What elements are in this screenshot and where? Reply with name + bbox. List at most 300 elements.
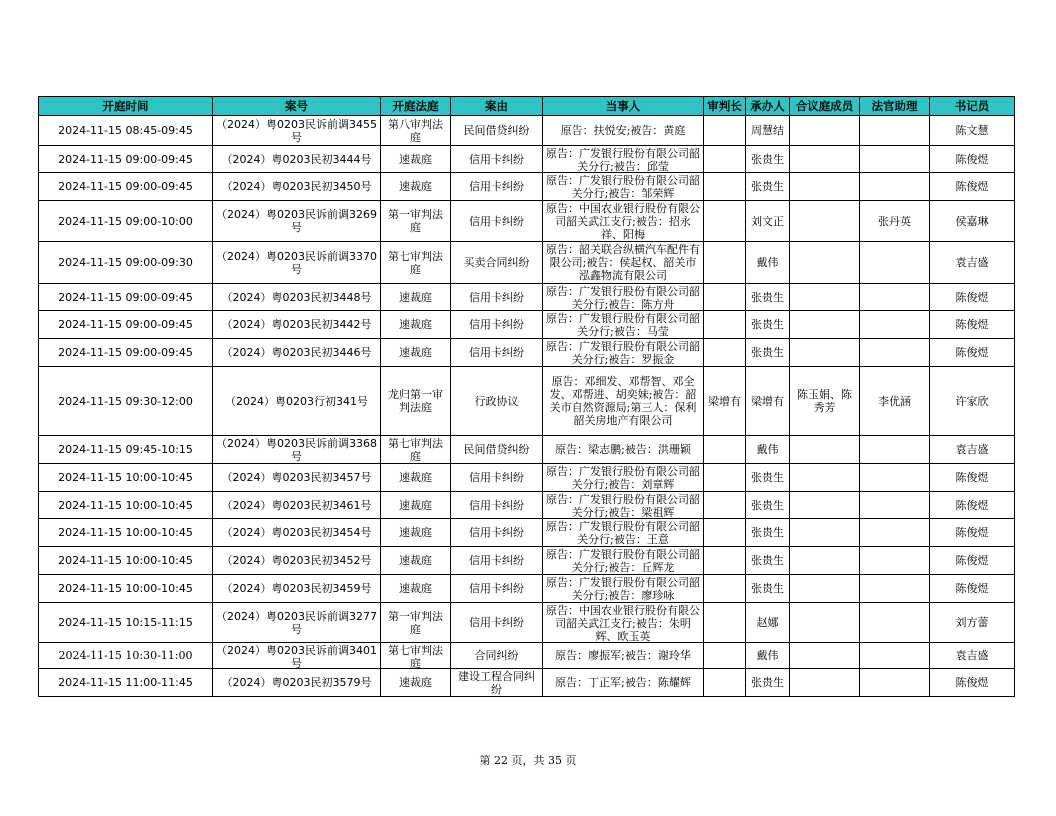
cell-handler <box>746 519 790 547</box>
cell-courtroom-text: 第一审判法庭 <box>388 609 443 636</box>
cell-time <box>39 519 213 547</box>
cell-courtroom-text: 速裁庭 <box>399 152 432 166</box>
cell-panel-members <box>790 436 860 464</box>
cell-case-number-text: （2024）粤0203民诉前调3368号 <box>216 436 377 463</box>
cell-clerk-text: 袁吉盛 <box>955 443 989 456</box>
cell-case-number-text: （2024）粤0203民初3459号 <box>221 582 372 595</box>
cell-parties-text: 原告：中国农业银行股份有限公司韶关武江支行;被告：朱明辉、欧玉英 <box>546 603 700 642</box>
cell-courtroom-text: 速裁庭 <box>399 526 432 539</box>
cell-time-text: 2024-11-15 10:00-10:45 <box>58 471 193 484</box>
cell-case-number-text: （2024）粤0203民初3442号 <box>221 318 372 331</box>
cell-courtroom <box>381 669 451 697</box>
cell-case-number-text: （2024）粤0203行初341号 <box>225 394 368 408</box>
header-panel-members: 合议庭成员 <box>790 97 860 116</box>
cell-courtroom-text: 第一审判法庭 <box>388 208 443 234</box>
cell-case-number <box>213 436 381 464</box>
cell-case-number <box>213 173 381 201</box>
cell-case-number <box>213 146 381 173</box>
cell-cause <box>451 146 543 173</box>
cell-parties <box>543 436 704 464</box>
cell-clerk <box>930 284 1015 311</box>
cell-time <box>39 173 213 201</box>
cell-chief-judge <box>704 464 746 492</box>
cell-courtroom <box>381 643 451 669</box>
cell-chief-judge <box>704 146 746 173</box>
cell-case-number <box>213 116 381 146</box>
cell-chief-judge <box>704 575 746 603</box>
cell-handler-text: 张贵生 <box>751 526 784 539</box>
table-row <box>39 464 1015 492</box>
cell-cause <box>451 284 543 311</box>
table-row <box>39 367 1015 436</box>
cell-courtroom-text: 速裁庭 <box>399 290 432 304</box>
cell-courtroom <box>381 547 451 575</box>
cell-parties <box>543 519 704 547</box>
cell-handler <box>746 492 790 519</box>
cell-handler <box>746 603 790 643</box>
cell-case-number-text: （2024）粤0203民初3452号 <box>221 554 372 567</box>
cell-time <box>39 201 213 242</box>
cell-courtroom <box>381 201 451 242</box>
table-header-row <box>39 97 1015 116</box>
cell-time <box>39 492 213 519</box>
cell-courtroom <box>381 492 451 519</box>
cell-courtroom-text: 速裁庭 <box>399 554 432 567</box>
cell-parties-text: 原告：广发银行股份有限公司韶关分行;被告：罗振金 <box>546 339 700 366</box>
cell-clerk <box>930 547 1015 575</box>
cell-judge-assistant <box>860 603 930 643</box>
cell-clerk <box>930 643 1015 669</box>
cell-handler <box>746 643 790 669</box>
cell-case-number-text: （2024）粤0203民初3444号 <box>221 152 372 166</box>
cell-handler-text: 张贵生 <box>751 471 784 484</box>
table-row <box>39 436 1015 464</box>
cell-clerk <box>930 116 1015 146</box>
cell-courtroom-text: 速裁庭 <box>399 318 432 331</box>
cell-courtroom <box>381 575 451 603</box>
table-row <box>39 669 1015 697</box>
cell-parties <box>543 547 704 575</box>
table-body <box>39 116 1015 697</box>
cell-handler-text: 周慧结 <box>751 124 784 137</box>
cell-clerk <box>930 146 1015 173</box>
cell-panel-members <box>790 547 860 575</box>
cell-case-number <box>213 367 381 436</box>
table-row <box>39 575 1015 603</box>
cell-parties <box>543 643 704 669</box>
cell-time <box>39 116 213 146</box>
cell-parties-text: 原告：扶悦安;被告：黄庭 <box>560 124 686 137</box>
cell-cause-text: 信用卡纠纷 <box>469 290 524 304</box>
cell-courtroom <box>381 173 451 201</box>
cell-judge-assistant <box>860 311 930 339</box>
cell-judge-assistant <box>860 146 930 173</box>
cell-case-number-text: （2024）粤0203民初3448号 <box>221 290 372 304</box>
cell-time-text: 2024-11-15 10:00-10:45 <box>58 554 193 567</box>
cell-cause-text: 行政协议 <box>474 394 519 408</box>
cell-parties <box>543 311 704 339</box>
cell-time <box>39 284 213 311</box>
cell-parties-text: 原告：广发银行股份有限公司韶关分行;被告：马莹 <box>546 311 700 338</box>
cell-judge-assistant <box>860 464 930 492</box>
cell-handler <box>746 173 790 201</box>
cell-cause <box>451 603 543 643</box>
cell-cause-text: 买卖合同纠纷 <box>463 256 530 269</box>
cell-time <box>39 643 213 669</box>
cell-panel-members <box>790 464 860 492</box>
cell-cause-text: 信用卡纠纷 <box>469 346 524 359</box>
cell-parties <box>543 242 704 284</box>
cell-clerk <box>930 311 1015 339</box>
cell-time <box>39 311 213 339</box>
cell-clerk-text: 陈俊煜 <box>955 318 989 331</box>
cell-case-number-text: （2024）粤0203民诉前调3269号 <box>216 208 377 234</box>
table-row <box>39 173 1015 201</box>
cell-parties <box>543 464 704 492</box>
cell-chief-judge <box>704 173 746 201</box>
header-chief-judge: 审判长 <box>704 97 746 116</box>
cell-case-number <box>213 643 381 669</box>
cell-clerk-text: 许家欣 <box>955 394 989 408</box>
cell-clerk-text: 侯嘉琳 <box>955 214 989 228</box>
cell-handler-text: 张贵生 <box>751 152 784 166</box>
cell-judge-assistant <box>860 339 930 367</box>
cell-time-text: 2024-11-15 10:00-10:45 <box>58 498 193 512</box>
cell-panel-members <box>790 201 860 242</box>
cell-parties-text: 原告：中国农业银行股份有限公司韶关武江支行;被告：招永祥、阳梅 <box>546 201 700 241</box>
cell-courtroom-text: 第七审判法庭 <box>388 643 443 668</box>
cell-chief-judge <box>704 436 746 464</box>
cell-case-number <box>213 284 381 311</box>
cell-courtroom-text: 速裁庭 <box>399 498 432 512</box>
cell-time <box>39 367 213 436</box>
cell-parties-text: 原告：广发银行股份有限公司韶关分行;被告：丘辉龙 <box>546 547 700 574</box>
cell-case-number <box>213 242 381 284</box>
cell-courtroom <box>381 116 451 146</box>
cell-clerk-text: 陈俊煜 <box>955 582 989 595</box>
cell-parties <box>543 173 704 201</box>
cell-handler <box>746 339 790 367</box>
cell-case-number-text: （2024）粤0203民初3446号 <box>221 346 372 359</box>
cell-parties <box>543 339 704 367</box>
cell-time-text: 2024-11-15 09:00-09:30 <box>58 256 193 269</box>
cell-time <box>39 146 213 173</box>
cell-panel-members <box>790 284 860 311</box>
cell-time <box>39 242 213 284</box>
cell-time-text: 2024-11-15 09:00-09:45 <box>58 152 193 166</box>
table-row <box>39 603 1015 643</box>
cell-cause-text: 建设工程合同纠纷 <box>458 669 535 696</box>
cell-cause-text: 信用卡纠纷 <box>469 582 524 595</box>
cell-handler-text: 梁增有 <box>751 394 784 408</box>
cell-clerk-text: 袁吉盛 <box>955 649 989 662</box>
cell-courtroom <box>381 311 451 339</box>
cell-handler-text: 戴伟 <box>756 443 779 456</box>
table-row <box>39 547 1015 575</box>
cell-handler <box>746 311 790 339</box>
cell-chief-judge <box>704 311 746 339</box>
cell-case-number-text: （2024）粤0203民初3454号 <box>221 526 372 539</box>
cell-cause <box>451 669 543 697</box>
cell-case-number <box>213 339 381 367</box>
cell-judge-assistant <box>860 116 930 146</box>
cell-judge-assistant <box>860 547 930 575</box>
cell-clerk <box>930 575 1015 603</box>
header-cause: 案由 <box>451 97 543 116</box>
page-footer: 第 22 页，共 35 页 <box>479 754 577 767</box>
cell-judge-assistant <box>860 575 930 603</box>
cell-clerk <box>930 669 1015 697</box>
hearing-schedule-table <box>38 96 1015 697</box>
cell-clerk <box>930 436 1015 464</box>
cell-panel-members <box>790 643 860 669</box>
cell-parties-text: 原告：广发银行股份有限公司韶关分行;被告：邱莹 <box>546 146 700 172</box>
cell-handler-text: 戴伟 <box>756 649 779 662</box>
cell-parties <box>543 201 704 242</box>
cell-cause <box>451 436 543 464</box>
cell-clerk <box>930 173 1015 201</box>
cell-time <box>39 436 213 464</box>
cell-case-number <box>213 492 381 519</box>
cell-clerk-text: 陈俊煜 <box>955 471 989 484</box>
cell-parties <box>543 575 704 603</box>
cell-clerk <box>930 464 1015 492</box>
cell-cause-text: 信用卡纠纷 <box>469 616 524 629</box>
table-row <box>39 339 1015 367</box>
header-judge-assistant: 法官助理 <box>860 97 930 116</box>
cell-cause-text: 信用卡纠纷 <box>469 318 524 331</box>
cell-cause-text: 民间借贷纠纷 <box>463 124 530 137</box>
cell-clerk <box>930 603 1015 643</box>
cell-time-text: 2024-11-15 10:15-11:15 <box>58 616 193 629</box>
cell-cause <box>451 311 543 339</box>
cell-time <box>39 603 213 643</box>
cell-panel-members-text: 陈玉娟、陈秀芳 <box>797 388 852 414</box>
cell-chief-judge <box>704 669 746 697</box>
cell-cause-text: 信用卡纠纷 <box>469 554 524 567</box>
cell-parties-text: 原告：邓细发、邓帮智、邓全发、邓帮进、胡奕妹;被告：韶关市自然资源局;第三人：保利韶关房地产有限公司 <box>549 375 697 427</box>
cell-cause <box>451 367 543 436</box>
cell-panel-members <box>790 173 860 201</box>
cell-judge-assistant-text: 李优涵 <box>878 394 911 408</box>
cell-chief-judge <box>704 492 746 519</box>
cell-case-number <box>213 464 381 492</box>
cell-case-number-text: （2024）粤0203民初3461号 <box>221 498 372 512</box>
header-clerk: 书记员 <box>930 97 1015 116</box>
cell-handler <box>746 284 790 311</box>
cell-courtroom-text: 龙归第一审判法庭 <box>388 388 443 414</box>
cell-panel-members <box>790 367 860 436</box>
cell-judge-assistant <box>860 367 930 436</box>
cell-handler-text: 刘文正 <box>751 214 784 228</box>
cell-chief-judge <box>704 519 746 547</box>
cell-courtroom-text: 速裁庭 <box>399 346 432 359</box>
cell-time-text: 2024-11-15 10:00-10:45 <box>58 526 193 539</box>
cell-parties <box>543 284 704 311</box>
cell-parties-text: 原告：廖振军;被告：谢玲华 <box>555 649 691 662</box>
cell-courtroom-text: 第八审判法庭 <box>388 117 443 144</box>
cell-panel-members <box>790 575 860 603</box>
cell-time-text: 2024-11-15 09:00-09:45 <box>58 318 193 331</box>
cell-time <box>39 547 213 575</box>
cell-chief-judge-text: 梁增有 <box>708 394 741 408</box>
cell-handler-text: 张贵生 <box>751 180 784 193</box>
cell-cause <box>451 464 543 492</box>
cell-clerk <box>930 201 1015 242</box>
cell-cause <box>451 116 543 146</box>
cell-courtroom <box>381 284 451 311</box>
cell-clerk <box>930 242 1015 284</box>
cell-courtroom-text: 速裁庭 <box>399 676 432 689</box>
cell-parties-text: 原告：广发银行股份有限公司韶关分行;被告：梁祖辉 <box>546 492 700 518</box>
cell-time-text: 2024-11-15 10:30-11:00 <box>58 649 193 662</box>
cell-clerk-text: 陈俊煜 <box>955 526 989 539</box>
cell-parties-text: 原告：广发银行股份有限公司韶关分行;被告：陈方舟 <box>546 284 700 310</box>
cell-parties-text: 原告：广发银行股份有限公司韶关分行;被告：刘章辉 <box>546 464 700 491</box>
cell-cause <box>451 173 543 201</box>
cell-chief-judge <box>704 643 746 669</box>
cell-cause-text: 信用卡纠纷 <box>469 471 524 484</box>
cell-chief-judge <box>704 367 746 436</box>
cell-clerk-text: 陈俊煜 <box>955 554 989 567</box>
cell-clerk <box>930 519 1015 547</box>
cell-case-number <box>213 311 381 339</box>
cell-handler <box>746 242 790 284</box>
cell-cause-text: 信用卡纠纷 <box>469 214 524 228</box>
cell-judge-assistant <box>860 492 930 519</box>
cell-chief-judge <box>704 284 746 311</box>
cell-cause <box>451 519 543 547</box>
cell-courtroom-text: 速裁庭 <box>399 471 432 484</box>
cell-judge-assistant <box>860 284 930 311</box>
cell-parties <box>543 367 704 436</box>
table-row <box>39 519 1015 547</box>
cell-time <box>39 339 213 367</box>
cell-chief-judge <box>704 603 746 643</box>
cell-handler-text: 张贵生 <box>751 290 784 304</box>
cell-cause <box>451 643 543 669</box>
cell-handler <box>746 464 790 492</box>
cell-case-number <box>213 575 381 603</box>
cell-cause-text: 信用卡纠纷 <box>469 180 524 193</box>
cell-clerk-text: 陈俊煜 <box>955 152 989 166</box>
cell-time <box>39 464 213 492</box>
cell-chief-judge <box>704 242 746 284</box>
cell-time-text: 2024-11-15 09:00-09:45 <box>58 180 193 193</box>
cell-clerk-text: 陈俊煜 <box>955 180 989 193</box>
cell-panel-members <box>790 146 860 173</box>
cell-handler-text: 张贵生 <box>751 676 784 689</box>
cell-panel-members <box>790 116 860 146</box>
cell-courtroom <box>381 603 451 643</box>
cell-clerk <box>930 339 1015 367</box>
cell-panel-members <box>790 311 860 339</box>
cell-time-text: 2024-11-15 09:00-09:45 <box>58 346 193 359</box>
cell-judge-assistant-text: 张丹英 <box>878 214 911 228</box>
cell-judge-assistant <box>860 519 930 547</box>
cell-parties-text: 原告：丁正军;被告：陈耀辉 <box>555 676 691 689</box>
cell-parties-text: 原告：广发银行股份有限公司韶关分行;被告：王意 <box>546 519 700 546</box>
cell-judge-assistant <box>860 436 930 464</box>
cell-handler-text: 赵娜 <box>756 616 779 629</box>
header-parties: 当事人 <box>543 97 704 116</box>
cell-chief-judge <box>704 547 746 575</box>
cell-handler-text: 张贵生 <box>751 346 784 359</box>
cell-case-number-text: （2024）粤0203民初3450号 <box>221 180 372 193</box>
cell-clerk-text: 陈俊煜 <box>955 676 989 689</box>
cell-cause <box>451 547 543 575</box>
cell-parties <box>543 669 704 697</box>
cell-judge-assistant <box>860 173 930 201</box>
cell-time-text: 2024-11-15 09:00-10:00 <box>58 214 193 228</box>
cell-cause-text: 信用卡纠纷 <box>469 152 524 166</box>
cell-time-text: 2024-11-15 10:00-10:45 <box>58 582 193 595</box>
cell-panel-members <box>790 242 860 284</box>
cell-handler-text: 张贵生 <box>751 318 784 331</box>
cell-case-number-text: （2024）粤0203民初3579号 <box>221 676 372 689</box>
cell-case-number-text: （2024）粤0203民初3457号 <box>221 471 372 484</box>
cell-judge-assistant <box>860 242 930 284</box>
cell-clerk-text: 刘方蕾 <box>955 616 989 629</box>
header-case-number: 案号 <box>213 97 381 116</box>
cell-cause <box>451 492 543 519</box>
cell-clerk-text: 陈文慧 <box>955 124 989 137</box>
table-row <box>39 311 1015 339</box>
table-row <box>39 146 1015 173</box>
cell-handler <box>746 575 790 603</box>
cell-judge-assistant <box>860 643 930 669</box>
cell-case-number <box>213 519 381 547</box>
cell-cause <box>451 339 543 367</box>
cell-handler-text: 张贵生 <box>751 582 784 595</box>
table-row <box>39 116 1015 146</box>
cell-courtroom <box>381 367 451 436</box>
cell-case-number <box>213 547 381 575</box>
cell-parties <box>543 603 704 643</box>
cell-parties <box>543 116 704 146</box>
cell-courtroom-text: 第七审判法庭 <box>388 249 443 276</box>
cell-handler <box>746 669 790 697</box>
cell-handler <box>746 201 790 242</box>
cell-courtroom <box>381 464 451 492</box>
cell-handler <box>746 116 790 146</box>
cell-handler <box>746 436 790 464</box>
cell-handler <box>746 547 790 575</box>
cell-cause-text: 民间借贷纠纷 <box>463 443 530 456</box>
cell-courtroom <box>381 146 451 173</box>
table-row <box>39 643 1015 669</box>
cell-cause-text: 合同纠纷 <box>474 649 519 662</box>
cell-panel-members <box>790 339 860 367</box>
cell-parties-text: 原告：广发银行股份有限公司韶关分行;被告：廖珍咏 <box>546 575 700 602</box>
cell-handler-text: 张贵生 <box>751 498 784 512</box>
cell-courtroom-text: 第七审判法庭 <box>388 436 443 463</box>
cell-cause <box>451 242 543 284</box>
cell-clerk-text: 袁吉盛 <box>955 256 989 269</box>
cell-time-text: 2024-11-15 09:00-09:45 <box>58 290 193 304</box>
cell-clerk <box>930 492 1015 519</box>
header-courtroom: 开庭法庭 <box>381 97 451 116</box>
cell-clerk-text: 陈俊煜 <box>955 346 989 359</box>
cell-judge-assistant <box>860 669 930 697</box>
cell-parties-text: 原告：广发银行股份有限公司韶关分行;被告：邹荣辉 <box>546 173 700 200</box>
cell-handler-text: 张贵生 <box>751 554 784 567</box>
cell-case-number <box>213 669 381 697</box>
cell-panel-members <box>790 519 860 547</box>
cell-chief-judge <box>704 116 746 146</box>
cell-time-text: 2024-11-15 09:45-10:15 <box>58 443 193 456</box>
cell-chief-judge <box>704 339 746 367</box>
